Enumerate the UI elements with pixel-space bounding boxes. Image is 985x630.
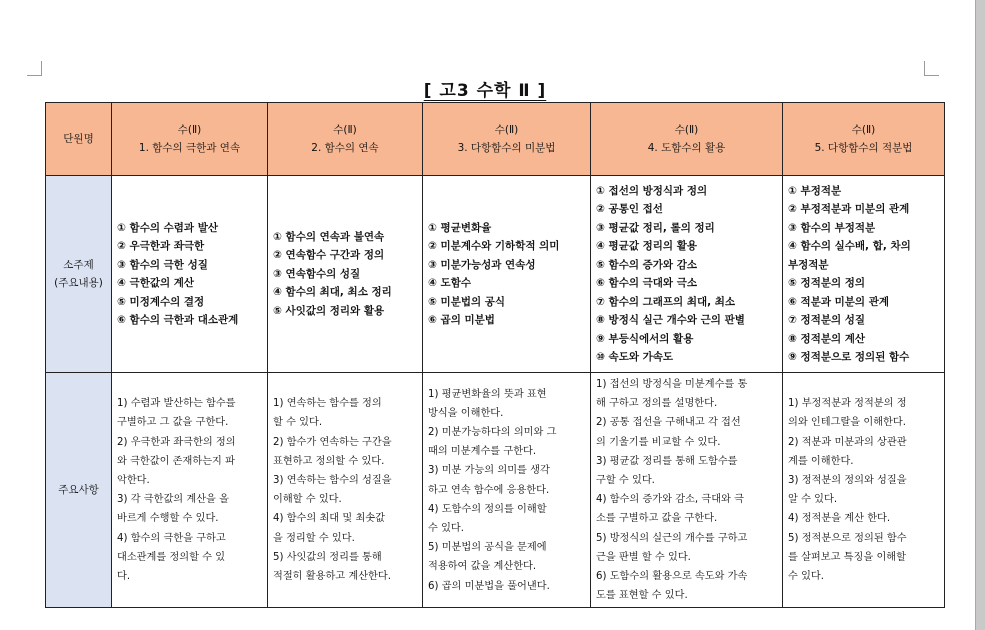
cell-line: 1) 수렴과 발산하는 함수를	[117, 398, 236, 410]
cell-line: 의와 인테그랄을 이해한다.	[788, 417, 906, 429]
cell-line: ② 연속함수 구간과 정의	[273, 249, 385, 262]
unit-header-5: 수(Ⅱ) 5. 다항함수의 적분법	[783, 103, 945, 176]
unit-header-4: 수(Ⅱ) 4. 도함수의 활용	[591, 103, 783, 176]
cell-line: 알 수 있다.	[788, 494, 838, 506]
cell-line: 2) 함수가 연속하는 구간을	[273, 436, 392, 448]
subtopic-cell	[783, 176, 945, 373]
cell-line: 이해할 수 있다.	[273, 494, 342, 506]
cell-line: 5) 미분법의 공식을 문제에	[428, 542, 547, 554]
cell-line: ⑦ 정적분의 성질	[788, 314, 866, 326]
row-label-unit: 단원명	[46, 103, 112, 176]
cell-line: 2) 공통 접선을 구해내고 각 접선	[596, 417, 741, 429]
cell-line: ⑥ 함수의 극한과 대소관계	[117, 314, 239, 326]
cell-line: 근을 판별 할 수 있다.	[596, 551, 691, 563]
cell-line: 3) 연속하는 함수의 성질을	[273, 475, 392, 487]
cell-line: 5) 방정식의 실근의 개수를 구하고	[596, 532, 748, 544]
cell-line: 4) 함수의 극한을 구하고	[117, 532, 226, 544]
subtopic-cell	[591, 176, 783, 373]
cell-line: ⑤ 미정계수의 결정	[117, 295, 205, 308]
row-label-subtopics: 소주제 (주요내용)	[46, 176, 112, 373]
cell-line: ⑤ 함수의 증가와 감소	[596, 258, 698, 271]
cell-line: 도를 표현할 수 있다.	[596, 590, 688, 602]
cell-line: 수 있다.	[428, 523, 464, 535]
cell-line: 1) 평균변화율의 뜻과 표현	[428, 388, 547, 400]
cell-line: ④ 함수의 실수배, 합, 차의	[788, 240, 911, 252]
cell-line: 5) 정적분으로 정의된 함수	[788, 532, 907, 544]
cell-line: 6) 곱의 미분법을 풀어낸다.	[428, 580, 550, 592]
cell-line: 수 있다.	[788, 571, 824, 583]
cell-line: ③ 미분가능성과 연속성	[428, 258, 536, 271]
cell-line: ⑦ 함수의 그래프의 최대, 최소	[596, 295, 736, 308]
cell-line: ① 부정적분	[788, 184, 842, 197]
cell-line: 2) 우극한과 좌극한의 정의	[117, 436, 236, 448]
main-points-row	[46, 373, 945, 608]
cell-line: ① 함수의 수렴과 발산	[117, 221, 219, 234]
cell-line: 적용하여 값을 계산한다.	[428, 561, 537, 573]
cell-line: ② 우극한과 좌극한	[117, 240, 205, 252]
cell-line: 때의 미분계수를 구한다.	[428, 446, 537, 458]
cell-line: 적절히 활용하고 계산한다.	[273, 571, 391, 583]
cell-line: ④ 평균값 정리의 활용	[596, 240, 698, 252]
cell-line: 3) 미분 가능의 의미를 생각	[428, 465, 550, 477]
subtopic-row	[46, 176, 945, 373]
main-points-cell	[423, 373, 591, 608]
cell-line: 를 살펴보고 특징을 이해할	[788, 551, 906, 563]
unit-header-3: 수(Ⅱ) 3. 다항함수의 미분법	[423, 103, 591, 176]
cell-line: 1) 접선의 방정식을 미분계수를 통	[596, 379, 748, 390]
page-title: [ 고3 수학 Ⅱ ]	[423, 81, 547, 101]
cell-line: ① 함수의 연속과 불연속	[273, 230, 385, 243]
cell-line: ⑨ 정적분으로 정의된 함수	[788, 351, 910, 363]
cell-line: 악한다.	[117, 475, 150, 487]
subtopic-cell	[268, 176, 423, 373]
cell-line: ③ 연속함수의 성질	[273, 267, 361, 280]
crop-mark-top-left	[27, 61, 42, 76]
cell-line: ⑤ 사잇값의 정리와 활용	[273, 304, 385, 317]
cell-line: 하고 연속 함수에 응용한다.	[428, 484, 550, 496]
cell-line: 계를 이해한다.	[788, 455, 854, 467]
cell-line: 와 극한값이 존재하는지 파	[117, 455, 235, 467]
cell-line: ③ 평균값 정리, 롤의 정리	[596, 221, 715, 234]
cell-line: 6) 도함수의 활용으로 속도와 가속	[596, 571, 748, 583]
cell-line: ⑧ 방정식 실근 개수와 근의 판별	[596, 314, 745, 326]
cell-line: 바르게 수행할 수 있다.	[117, 513, 219, 525]
unit-header-2: 수(Ⅱ) 2. 함수의 연속	[268, 103, 423, 176]
cell-line: 4) 도함수의 정의를 이해할	[428, 503, 547, 515]
cell-line: ③ 함수의 부정적분	[788, 221, 876, 234]
cell-line: 1) 연속하는 함수를 정의	[273, 398, 382, 410]
row-label-main-points: 주요사항	[46, 373, 112, 608]
cell-line: 구별하고 그 값을 구한다.	[117, 417, 229, 429]
cell-line: ③ 함수의 극한 성질	[117, 258, 208, 271]
cell-line: 해 구하고 정의를 설명한다.	[596, 398, 718, 410]
cell-line: 의 기울기를 비교할 수 있다.	[596, 436, 721, 448]
main-points-cell	[268, 373, 423, 608]
cell-line: ⑥ 함수의 극대와 극소	[596, 277, 698, 289]
cell-line: 3) 각 극한값의 계산을 올	[117, 494, 229, 506]
window-scrollbar-strip[interactable]	[975, 0, 985, 630]
unit-header-1: 수(Ⅱ) 1. 함수의 극한과 연속	[112, 103, 268, 176]
cell-line: 할 수 있다.	[273, 417, 323, 429]
cell-line: ⑧ 정적분의 계산	[788, 332, 866, 345]
cell-line: 방식을 이해한다.	[428, 407, 504, 419]
cell-line: 2) 미분가능하다의 의미와 그	[428, 427, 557, 438]
crop-mark-top-right	[924, 61, 939, 76]
cell-line: 1) 부정적분과 정적분의 정	[788, 398, 907, 410]
cell-line: 구할 수 있다.	[596, 475, 655, 487]
cell-line: ⑥ 적분과 미분의 관계	[788, 295, 890, 308]
main-points-cell	[783, 373, 945, 608]
cell-line: 표현하고 정의할 수 있다.	[273, 455, 385, 467]
cell-line: 4) 함수의 최대 및 최솟값	[273, 513, 385, 525]
cell-line: ① 평균변화율	[428, 221, 492, 234]
subtopic-cell	[423, 176, 591, 373]
cell-line: ⑤ 미분법의 공식	[428, 295, 506, 308]
cell-line: ② 미분계수와 기하학적 의미	[428, 240, 560, 252]
cell-line: ② 공통인 접선	[596, 203, 663, 215]
cell-line: ⑤ 정적분의 정의	[788, 277, 866, 289]
cell-line: ⑩ 속도와 가속도	[596, 351, 674, 363]
cell-line: ④ 함수의 최대, 최소 정리	[273, 286, 392, 299]
cell-line: 부정적분	[788, 258, 829, 271]
cell-line: 3) 정적분의 정의와 성질을	[788, 475, 907, 487]
main-points-cell	[591, 373, 783, 608]
cell-line: ⑥ 곱의 미분법	[428, 314, 495, 326]
cell-line: 을 정리할 수 있다.	[273, 532, 355, 544]
header-row	[46, 103, 945, 176]
cell-line: ④ 도함수	[428, 277, 471, 289]
cell-line: 4) 정적분을 계산 한다.	[788, 513, 891, 525]
cell-line: 2) 적분과 미분과의 상관관	[788, 436, 907, 448]
cell-line: ① 접선의 방정식과 정의	[596, 184, 708, 197]
cell-line: ④ 극한값의 계산	[117, 277, 195, 289]
cell-line: 다.	[117, 571, 131, 583]
subtopic-cell	[112, 176, 268, 373]
cell-line: 4) 함수의 증가와 감소, 극대와 극	[596, 494, 744, 506]
curriculum-table	[45, 102, 945, 608]
cell-line: 대소관계를 정의할 수 있	[117, 551, 226, 563]
cell-line: ② 부정적분과 미분의 관계	[788, 203, 910, 215]
cell-line: ⑨ 부등식에서의 활용	[596, 332, 694, 345]
cell-line: 3) 평균값 정리를 통해 도함수를	[596, 455, 738, 467]
cell-line: 소를 구별하고 값을 구한다.	[596, 513, 718, 525]
main-points-cell	[112, 373, 268, 608]
cell-line: 5) 사잇값의 정리를 통해	[273, 551, 382, 563]
